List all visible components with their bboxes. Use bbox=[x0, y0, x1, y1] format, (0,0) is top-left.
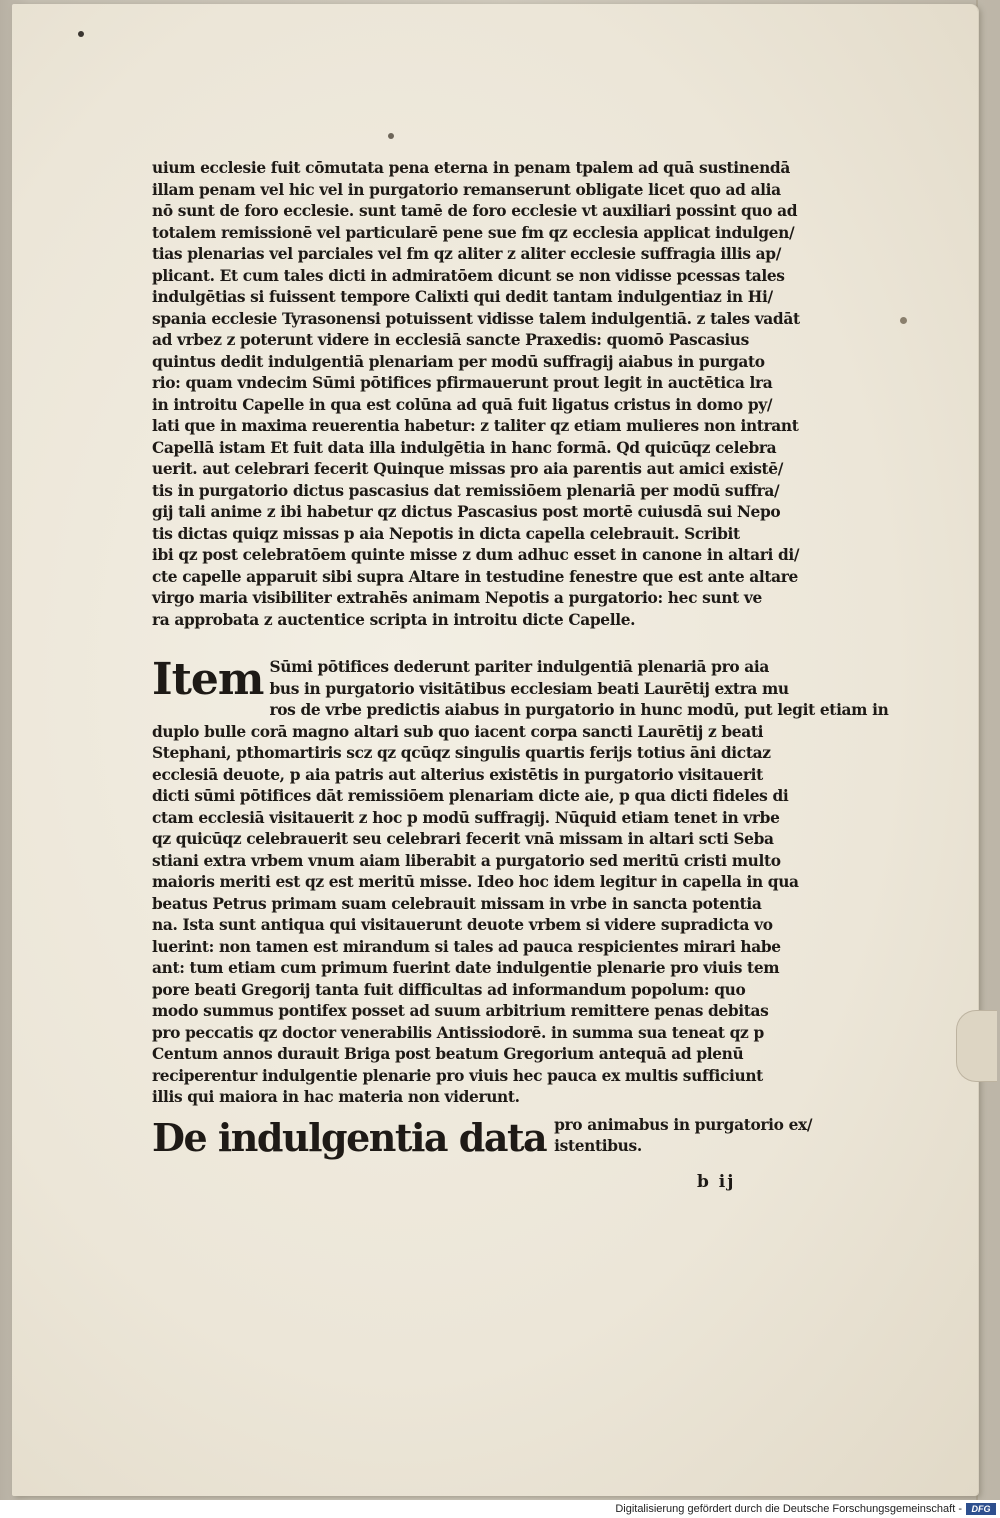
text-line: ctam ecclesiā visitauerit z hoc p modū suffragij. Nūquid etiam tenet in vrbe bbox=[152, 808, 780, 827]
text-line: ibi qz post celebratōem quinte misse z dum adhuc esset in canone in altari di/ bbox=[152, 546, 800, 564]
page-spot bbox=[900, 317, 907, 324]
main-text bbox=[152, 158, 889, 1160]
text-line: illis qui maiora in hac materia non viderunt. bbox=[152, 1088, 520, 1106]
text-line: pore beati Gregorij tanta fuit difficultas ad informandum popolum: quo bbox=[152, 980, 746, 999]
text-line: lati que in maxima reuerentia habetur: z taliter qz etiam mulieres non intrant bbox=[152, 417, 799, 435]
page-spot bbox=[388, 133, 394, 139]
text-line: virgo maria visibiliter extrahēs animam Nepotis a purgatorio: hec sunt ve bbox=[152, 589, 762, 607]
text-line: tis in purgatorio dictus pascasius dat remissiōem plenariā per modū suffra/ bbox=[152, 481, 780, 500]
text-line: ad vrbez z poterunt videre in ecclesiā sancte Praxedis: quomō Pascasius bbox=[152, 331, 749, 349]
footer-credit: Digitalisierung gefördert durch die Deutsche Forschungsgemeinschaft - bbox=[615, 1503, 962, 1515]
initial-word: Item bbox=[152, 654, 264, 705]
text-line: ros de vrbe predictis aiabus in purgatorio in hunc modū, put legit etiam in bbox=[269, 701, 889, 719]
text-line: uerit. aut celebrari fecerit Quinque missas pro aia parentis aut amici existē/ bbox=[152, 460, 783, 478]
page-spot bbox=[78, 31, 84, 37]
text-line: rio: quam vndecim Sūmi pōtifices pfirmauerunt prout legit in auctētica lra bbox=[152, 374, 773, 392]
text-line: Centum annos durauit Briga post beatum Gregorium antequā ad plenū bbox=[152, 1045, 744, 1063]
text-line: totalem remissionē vel particularē pene sue fm qz ecclesia applicat indulgen/ bbox=[152, 223, 795, 242]
text-line: in introitu Capelle in qua est colūna ad quā fuit ligatus cristus in domo py/ bbox=[152, 395, 773, 414]
text-line: pro peccatis qz doctor venerabilis Antissiodorē. in summa sua teneat qz p bbox=[152, 1023, 764, 1042]
text-line: Capellā istam Et fuit data illa indulgētia in hanc formā. Qd quicūqz celebra bbox=[152, 438, 777, 457]
text-line: uium ecclesie fuit cōmutata pena eterna in penam tpalem ad quā sustinendā bbox=[152, 159, 790, 177]
paragraph-2 bbox=[152, 654, 889, 1109]
signature-mark: b ij bbox=[697, 1172, 736, 1192]
text-line: na. Ista sunt antiqua qui visitauerunt deuote vrbem si videre supradicta vo bbox=[152, 916, 773, 934]
heading-small-2: istentibus. bbox=[554, 1137, 642, 1155]
footer bbox=[0, 1500, 1000, 1518]
text-line: ra approbata z auctentice scripta in introitu dicte Capelle. bbox=[152, 610, 636, 629]
text-line: duplo bulle corā magno altari sub quo iacent corpa sancti Laurētij z beati bbox=[152, 722, 764, 741]
text-line: tis dictas quiqz missas p aia Nepotis in dicta capella celebrauit. Scribit bbox=[152, 524, 740, 543]
text-line: nō sunt de foro ecclesie. sunt tamē de foro ecclesie vt auxiliari possint quo ad bbox=[152, 202, 798, 220]
heading-large: De indulgentia data bbox=[152, 1114, 547, 1160]
text-line: ecclesiā deuote, p aia patris aut alterius existētis in purgatorio visitauerit bbox=[152, 765, 763, 784]
text-line: qz quicūqz celebrauerit seu celebrari fecerit vnā missam in altari scti Seba bbox=[152, 830, 774, 848]
text-line: spania ecclesie Tyrasonensi potuissent vidisse talem indulgentiā. z tales vadāt bbox=[152, 309, 800, 328]
text-line: maioris meriti est qz est meritū misse. Ideo hoc idem legitur in capella in qua bbox=[152, 873, 799, 891]
text-line: plicant. Et cum tales dicti in admiratōem dicunt se non vidisse pcessas tales bbox=[152, 266, 785, 285]
text-line: modo summus pontifex posset ad suum arbitrium remittere penas debitas bbox=[152, 1002, 769, 1020]
text-line: reciperentur indulgentie plenarie pro viuis hec pauca ex multis sufficiunt bbox=[152, 1066, 763, 1085]
text-line: Sūmi pōtifices dederunt pariter indulgentiā plenariā pro aia bbox=[269, 658, 770, 676]
dfg-logo-icon: DFG bbox=[966, 1503, 996, 1515]
text-line: cte capelle apparuit sibi supra Altare in testudine fenestre que est ante altare bbox=[152, 567, 798, 586]
text-line: tias plenarias vel parciales vel fm qz aliter z aliter ecclesie suffragia illis ap/ bbox=[152, 245, 781, 263]
text-line: bus in purgatorio visitātibus ecclesiam beati Laurētij extra mu bbox=[269, 679, 789, 698]
text-line: gij tali anime z ibi habetur qz dictus Pascasius post mortē cuiusdā sui Nepo bbox=[152, 503, 781, 521]
paragraph-1 bbox=[152, 158, 800, 631]
text-line: Stephani, pthomartiris scz qz qcūqz singulis quartis ferijs totius āni dictaz bbox=[152, 744, 771, 762]
section-heading bbox=[152, 1114, 813, 1160]
text-line: stiani extra vrbem vnum aiam liberabit a purgatorio sed meritū cristi multo bbox=[152, 851, 781, 870]
text-line: luerint: non tamen est mirandum si tales ad pauca respicientes mirari habe bbox=[152, 937, 781, 956]
text-line: beatus Petrus primam suam celebrauit missam in vrbe in sancta potentia bbox=[152, 894, 762, 913]
text-line: illam penam vel hic vel in purgatorio remanserunt obligate licet quo ad alia bbox=[152, 180, 781, 199]
text-line: indulgētias si fuissent tempore Calixti qui dedit tantam indulgentiaz in Hi/ bbox=[152, 288, 773, 306]
text-line: ant: tum etiam cum primum fuerint date indulgentie plenarie pro viuis tem bbox=[152, 959, 780, 977]
heading-small-1: pro animabus in purgatorio ex/ bbox=[554, 1115, 813, 1134]
text-line: quintus dedit indulgentiā plenariam per modū suffragij aiabus in purgato bbox=[152, 352, 765, 371]
text-line: dicti sūmi pōtifices dāt remissiōem plenariam dicte aie, p qua dicti fideles di bbox=[152, 787, 789, 805]
page-tab bbox=[956, 1010, 997, 1082]
